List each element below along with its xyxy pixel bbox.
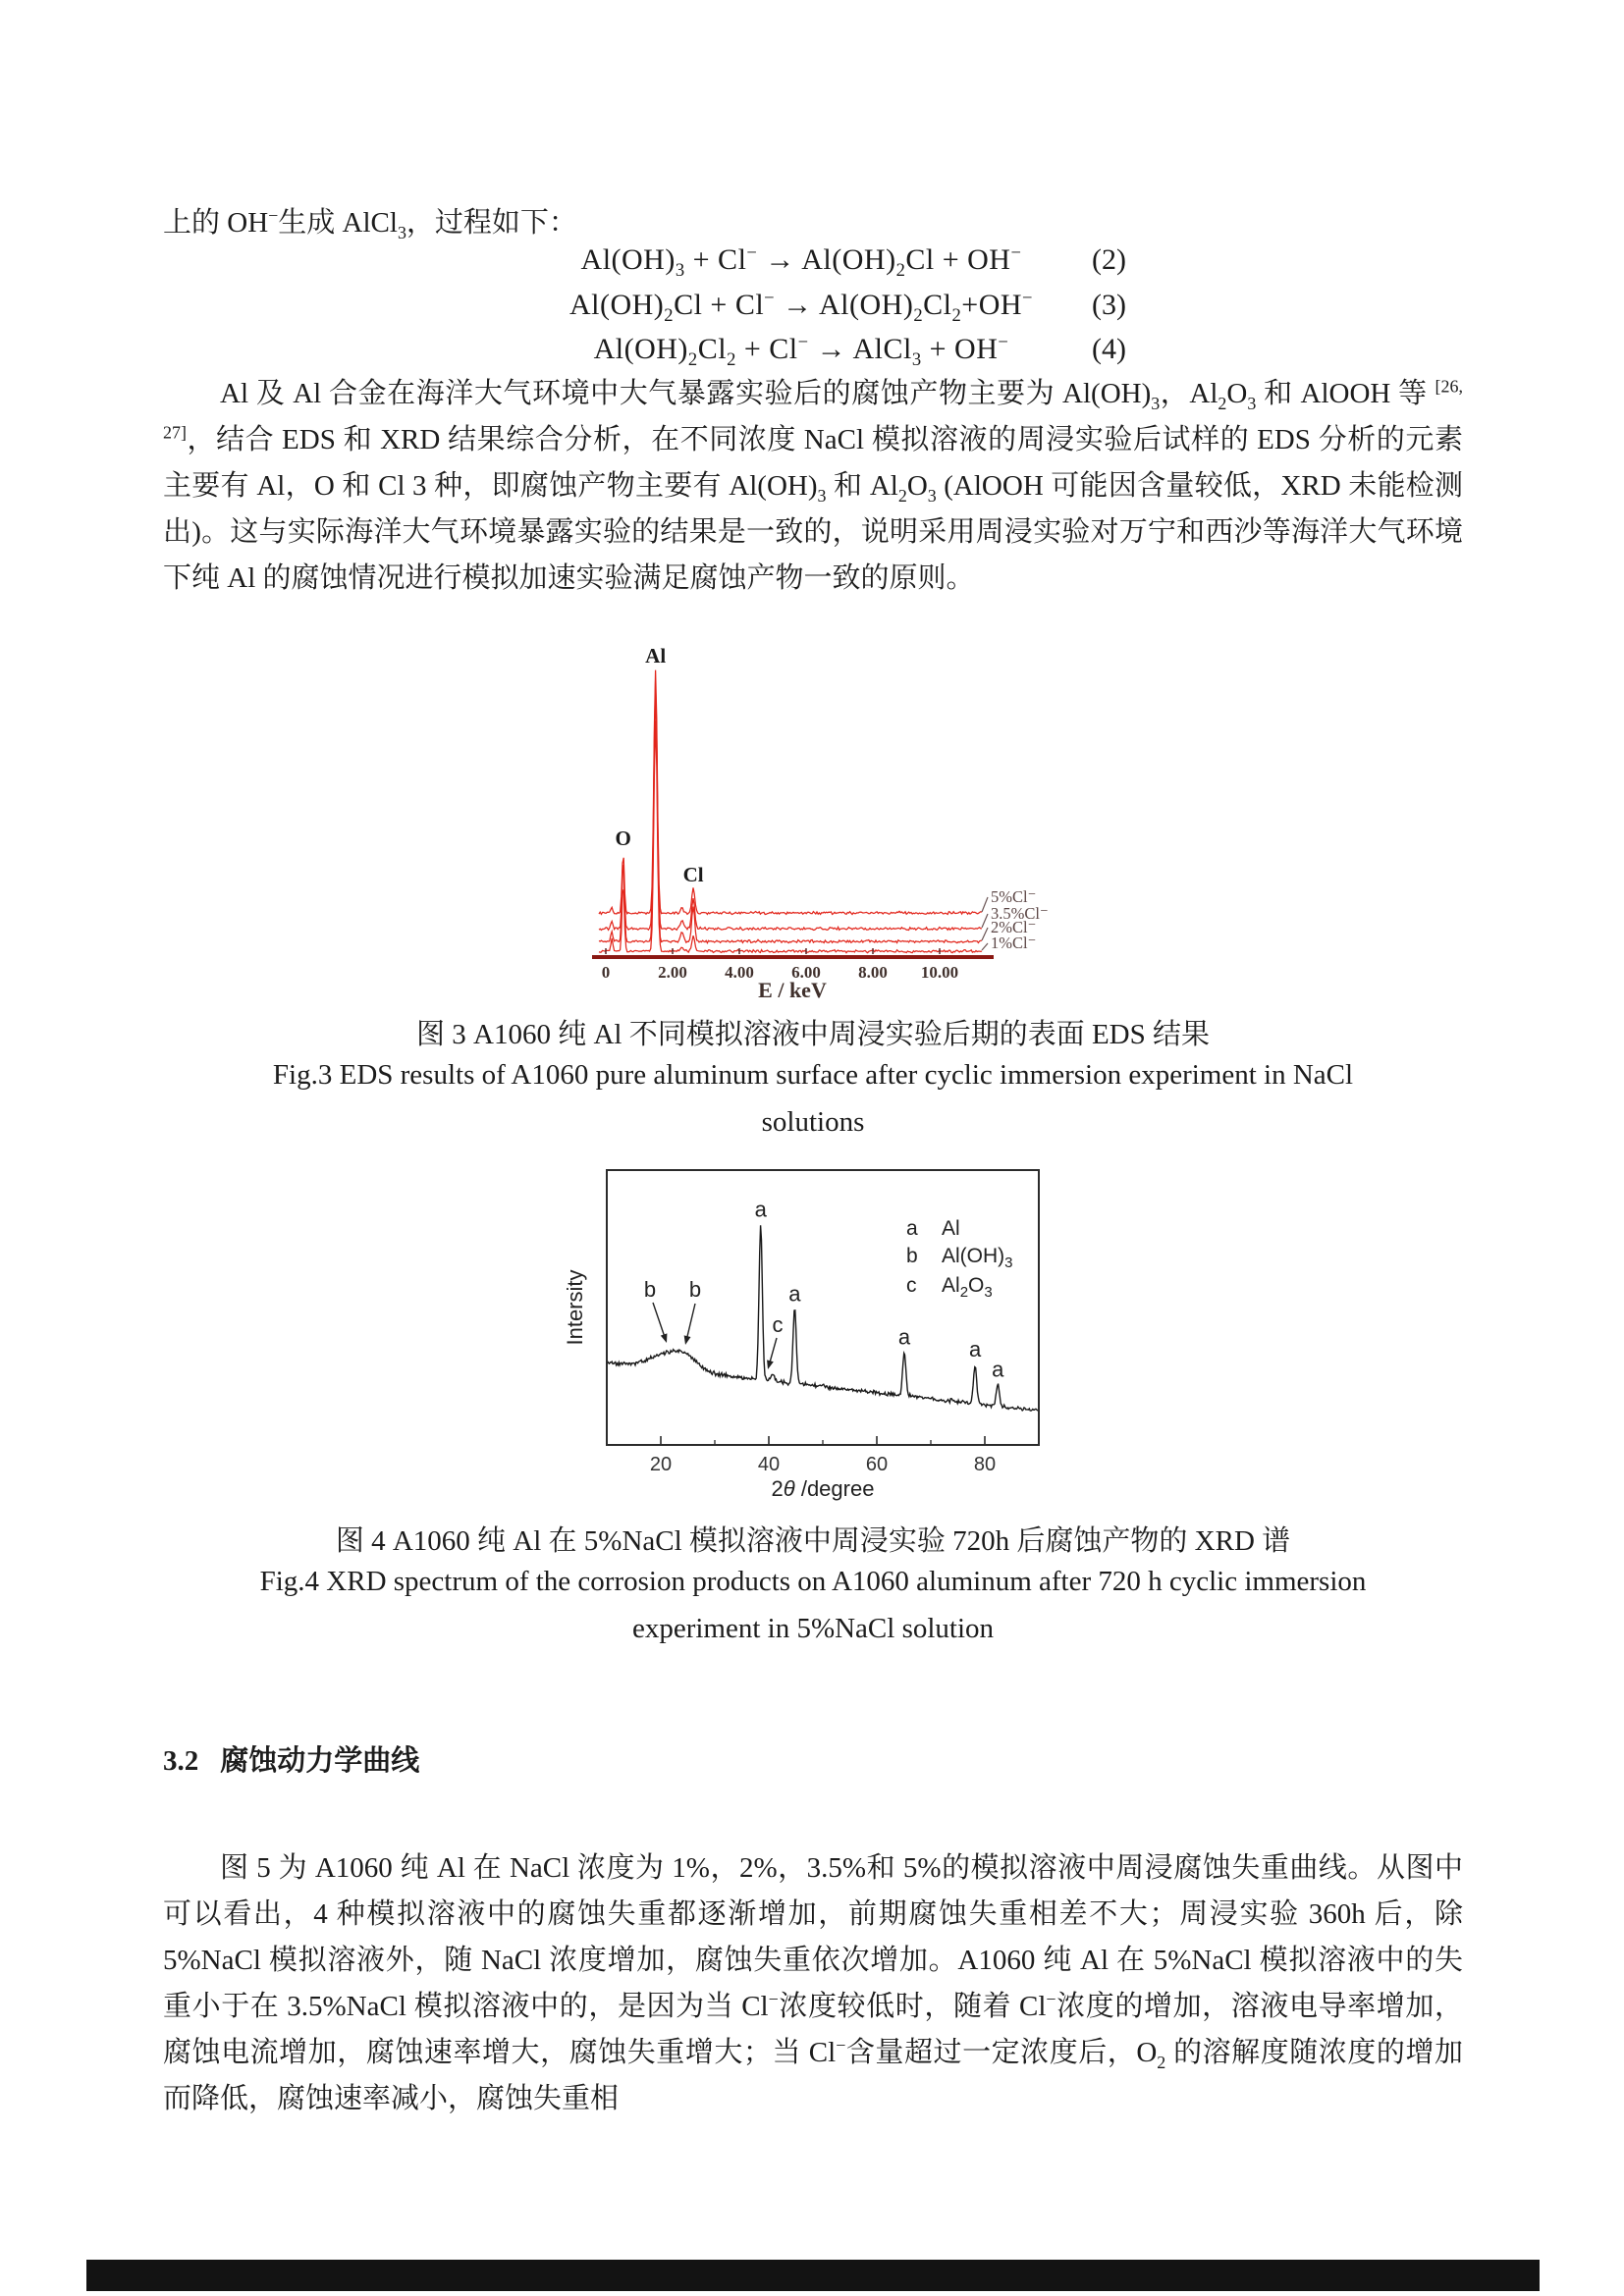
figure4-caption-en-line2: experiment in 5%NaCl solution <box>631 1613 995 1644</box>
figure4-caption-zh: 图 4 A1060 纯 Al 在 5%NaCl 模拟溶液中周浸实验 720h 后腐蚀产物的 XRD 谱 <box>335 1525 1291 1557</box>
eds-peak-label-Al: Al <box>645 644 667 667</box>
xrd-peak-label-b: b <box>643 1277 657 1302</box>
eds-x-tick-label: 6.00 <box>791 963 821 982</box>
intro-line: 上的 OH−生成 AlCl$_3$，过程如下： <box>163 205 577 242</box>
equation-2 <box>163 243 1463 285</box>
eds-spectrum-figure <box>530 628 1159 1001</box>
eds-legend-leader <box>982 943 988 950</box>
xrd-legend-key: c <box>906 1274 917 1297</box>
eds-legend-leader <box>982 897 988 912</box>
xrd-y-axis-label: Intersity <box>563 1269 587 1346</box>
eds-legend-leader <box>982 914 988 928</box>
equation-4 <box>163 333 1463 374</box>
eds-x-tick-label: 0 <box>601 963 611 982</box>
page-bottom-scan-bar <box>86 2260 1540 2291</box>
equation-3-number: (3) <box>1092 289 1126 321</box>
xrd-x-tick-label: 20 <box>649 1454 673 1475</box>
eds-x-axis-label: E / keV <box>758 978 827 1001</box>
xrd-peak-label-a: a <box>992 1357 1004 1382</box>
eds-x-tick-label: 10.00 <box>920 963 959 982</box>
figure4-caption-en-line1: Fig.4 XRD spectrum of the corrosion products on A1060 aluminum after 720 h cyclic immersion <box>259 1566 1367 1597</box>
xrd-legend-key: a <box>906 1217 918 1240</box>
section-title: 腐蚀动力学曲线 <box>220 1745 420 1777</box>
equation-2-number: (2) <box>1092 243 1126 276</box>
figure3-caption-en-line2: solutions <box>761 1106 865 1138</box>
eds-legend-label: 1%Cl⁻ <box>991 934 1037 952</box>
equation-3-formula: $Al(OH)_2Cl + Cl^- \to Al(OH)_2Cl_2+OH^-$ <box>568 288 1034 326</box>
section-number: 3.2 <box>163 1745 199 1777</box>
equation-4-number: (4) <box>1092 333 1126 365</box>
equation-4-formula: $Al(OH)_2Cl_2 + Cl^-$ → AlCl$_3$ + OH− <box>593 332 1009 370</box>
xrd-x-axis-label: 2θ /degree <box>771 1476 875 1501</box>
xrd-x-tick-label: 60 <box>865 1454 889 1475</box>
eds-series-3 <box>599 721 982 952</box>
xrd-peak-label-a: a <box>968 1336 982 1362</box>
eds-x-tick-label: 8.00 <box>858 963 888 982</box>
eds-legend-label: 2%Cl⁻ <box>991 918 1037 936</box>
eds-peak-label-O: O <box>615 827 631 850</box>
section-heading-3-2 <box>163 1738 419 1779</box>
eds-peak-label-Cl: Cl <box>682 863 704 886</box>
xrd-peak-label-a: a <box>754 1197 767 1222</box>
eds-series-2 <box>599 689 982 943</box>
figure3-caption-zh: 图 3 A1060 纯 Al 不同模拟溶液中周浸实验后期的表面 EDS 结果 <box>416 1019 1210 1050</box>
eds-x-tick-label: 2.00 <box>658 963 687 982</box>
eds-x-tick-label: 4.00 <box>725 963 754 982</box>
eds-legend-leader <box>982 928 988 940</box>
equation-3 <box>163 289 1463 330</box>
xrd-legend-key: b <box>906 1245 918 1267</box>
xrd-peak-label-b: b <box>688 1277 702 1302</box>
xrd-legend-phase: Al <box>942 1217 960 1240</box>
xrd-spectrum-figure <box>545 1156 1075 1510</box>
xrd-peak-label-c: c <box>772 1312 784 1337</box>
xrd-plot-frame <box>607 1170 1039 1445</box>
xrd-peak-label-a: a <box>788 1281 801 1307</box>
eds-legend-label: 3.5%Cl⁻ <box>991 904 1049 923</box>
eds-legend-label: 5%Cl⁻ <box>991 887 1037 906</box>
xrd-x-tick-label: 40 <box>757 1454 781 1475</box>
xrd-legend-phase: $Al(OH)_3$ <box>942 1245 1013 1271</box>
xrd-legend-phase: $Al_2O_3$ <box>942 1274 993 1301</box>
xrd-peak-label-a: a <box>897 1324 911 1350</box>
equation-2-formula: $Al(OH)_3 + Cl^- \to Al(OH)_2Cl + OH^-$ <box>580 242 1022 281</box>
paragraph-corrosion-products: Al 及 Al 合金在海洋大气环境中大气暴露实验后的腐蚀产物主要为 $Al(OH)_3$，$Al_2O_3$ 和 AlOOH 等 [26, 27]，结合 EDS 和 XRD 结果综合分析，在不同浓度 NaCl 模拟溶液的周浸实验后试样的 EDS 分析的元素主要有 Al，O 和 Cl 3 种，即腐蚀产物主要有 $Al(OH)_3$ 和 $Al_2O_3$ (AlOOH 可能因含量较低，XRD 未能检测出)。这与实际海洋大气环境暴露实验的结果是一致的，说明采用周浸实验对万宁和西沙等海洋大气环境下纯 Al 的腐蚀情况进行模拟加速实验满足腐蚀产物一致的原则。 <box>163 376 1464 594</box>
figure3-caption-en-line1: Fig.3 EDS results of A1060 pure aluminum surface after cyclic immersion experiment in NaCl <box>272 1059 1354 1091</box>
paragraph-weight-loss-curves: 图 5 为 A1060 纯 Al 在 NaCl 浓度为 1%，2%，3.5%和 5%的模拟溶液中周浸腐蚀失重曲线。从图中可以看出，4 种模拟溶液中的腐蚀失重都逐渐增加，前期腐蚀失重相差不大；周浸实验 360h 后，除 5%NaCl 模拟溶液外，随 NaCl 浓度增加，腐蚀失重依次增加。A1060 纯 Al 在 5%NaCl 模拟溶液中的失重小于在 3.5%NaCl 模拟溶液中的，是因为当 Cl−浓度较低时，随着 Cl−浓度的增加，溶液电导率增加，腐蚀电流增加，腐蚀速率增大，腐蚀失重增大；当 Cl−含量超过一定浓度后，$O_2$ 的溶解度随浓度的增加而降低，腐蚀速率减小，腐蚀失重相 <box>163 1852 1463 2114</box>
xrd-x-tick-label: 80 <box>973 1454 997 1475</box>
